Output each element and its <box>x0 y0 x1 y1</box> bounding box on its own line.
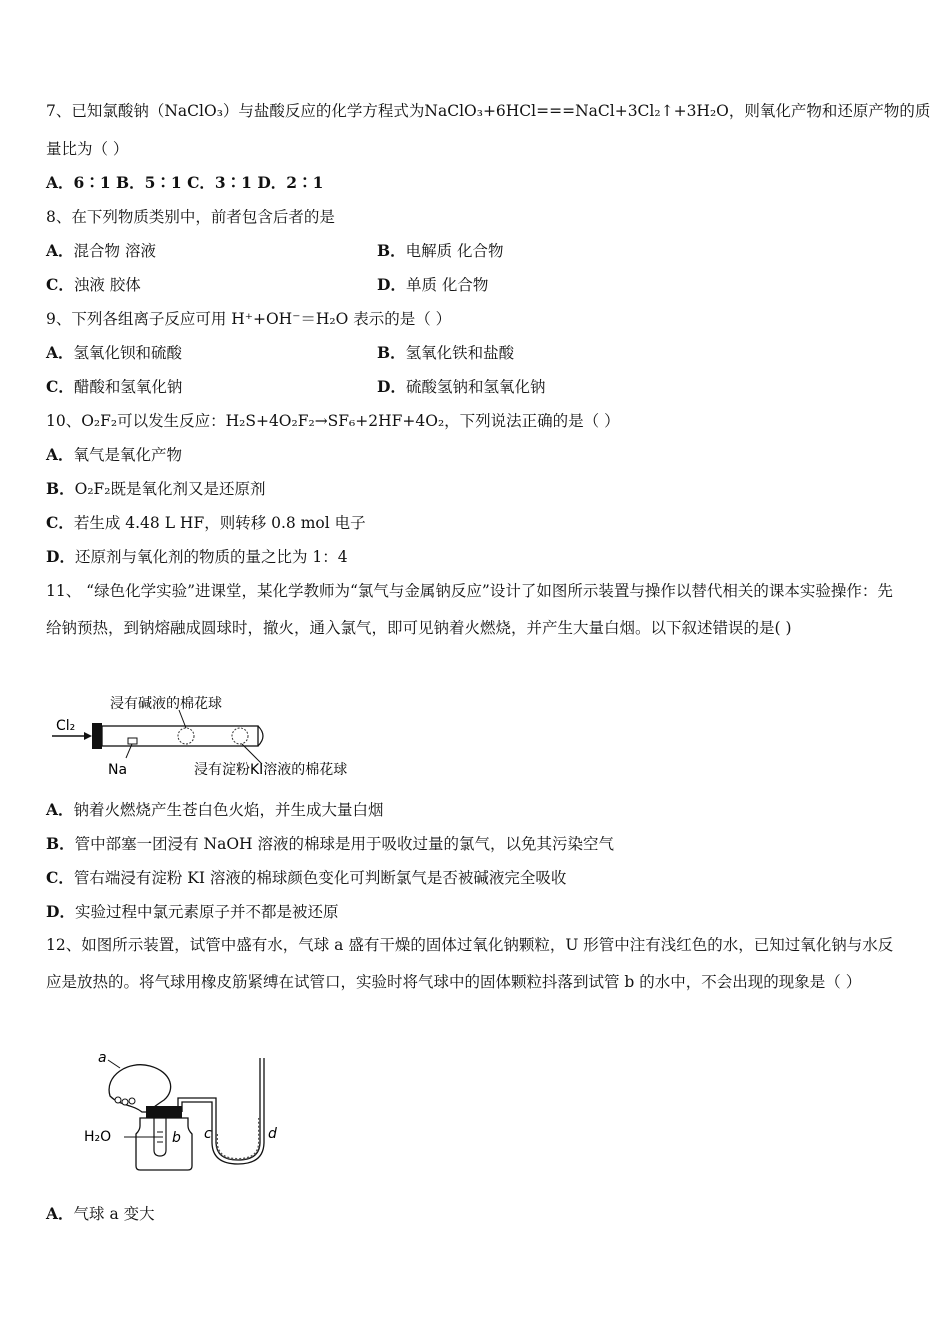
peroxide-granule <box>129 1098 135 1104</box>
q10-option-d: D．还原剂与氧化剂的物质的量之比为 1：4 <box>46 547 348 566</box>
q8-option-b: B．电解质 化合物 <box>377 241 504 260</box>
q7-line2: 量比为（ ） <box>46 140 129 158</box>
q12-label-h2o: H₂O <box>84 1129 112 1145</box>
ki-cotton-ball <box>232 728 248 744</box>
q8-option-a: A．混合物 溶液 <box>46 241 156 260</box>
glass-tube <box>102 726 258 746</box>
q11-apparatus-figure <box>46 688 386 784</box>
q9-option-c: C．醋酸和氢氧化钠 <box>46 377 183 396</box>
q10-option-b: B．O₂F₂既是氧化剂又是还原剂 <box>46 479 266 498</box>
balloon-pointer <box>108 1060 120 1068</box>
q12-label-d: d <box>268 1126 277 1142</box>
q10-option-c: C．若生成 4.48 L HF，则转移 0.8 mol 电子 <box>46 513 366 532</box>
q12-option-a: A．气球 a 变大 <box>46 1204 155 1223</box>
arrow-head-icon <box>84 732 92 740</box>
q12-label-a: a <box>98 1050 107 1066</box>
q12-stem: 12、如图所示装置，试管中盛有水，气球 a 盛有干燥的固体过氧化钠颗粒，U 形管中注有浅红色的水，已知过氧化钠与水反应是放热的。将气球用橡皮筋紧缚在试管口，实验时将气球中的固体颗粒抖落到试管 b 的水中，不会出现的现象是（ ） <box>46 936 894 991</box>
q9-stem: 9、下列各组离子反应可用 H⁺+OH⁻＝H₂O 表示的是（ ） <box>46 310 452 328</box>
q11-top-label: 浸有碱液的棉花球 <box>110 696 222 712</box>
alkali-cotton-ball <box>178 728 194 744</box>
q12-label-c: c <box>204 1126 212 1142</box>
bottom-pointer-line <box>242 744 262 764</box>
stopper <box>92 723 102 749</box>
q9-option-a: A．氢氧化钡和硫酸 <box>46 343 183 362</box>
q10-option-a: A．氧气是氧化产物 <box>46 445 183 464</box>
balloon-a <box>109 1065 171 1112</box>
q11-option-a: A．钠着火燃烧产生苍白色火焰，并生成大量白烟 <box>46 800 384 819</box>
u-tube-inner <box>182 1058 264 1164</box>
q9-option-b: B．氢氧化铁和盐酸 <box>377 343 515 362</box>
rubber-stopper <box>146 1106 182 1118</box>
q11-option-c: C．管右端浸有淀粉 KI 溶液的棉球颜色变化可判断氯气是否被碱液完全吸收 <box>46 868 567 887</box>
outer-bottle <box>136 1118 192 1170</box>
q7-options: A．6∶1 B．5∶1 C．3∶1 D．2∶1 <box>46 173 324 192</box>
top-pointer-line <box>179 710 186 728</box>
tube-end <box>258 726 263 746</box>
q8-option-c: C．浊液 胶体 <box>46 275 141 294</box>
q12-apparatus-figure <box>80 1046 290 1176</box>
q11-option-b: B．管中部塞一团浸有 NaOH 溶液的棉球是用于吸收过量的氯气，以免其污染空气 <box>46 834 614 853</box>
peroxide-granule <box>122 1099 128 1105</box>
q7-line1: 7、已知氯酸钠（NaClO₃）与盐酸反应的化学方程式为NaClO₃+6HCl===NaCl+3Cl₂↑+3H₂O，则氧化产物和还原产物的质 <box>46 102 931 120</box>
q12-label-b: b <box>172 1130 181 1146</box>
q11-cl2-label: Cl₂ <box>56 718 76 734</box>
q10-stem: 10、O₂F₂可以发生反应：H₂S+4O₂F₂→SF₆+2HF+4O₂，下列说法正确的是（ ） <box>46 412 620 430</box>
q11-stem: 11、 “绿色化学实验”进课堂，某化学教师为“氯气与金属钠反应”设计了如图所示装置与操作以替代相关的课本实验操作：先给钠预热，到钠熔融成圆球时，撤火，通入氯气，即可见钠着火燃烧，并产生大量白烟。以下叙述错误的是( ) <box>46 582 893 637</box>
peroxide-granule <box>115 1097 121 1103</box>
sodium-piece <box>128 738 137 744</box>
q11-na-label: Na <box>108 762 128 778</box>
u-tube-red-water <box>217 1118 259 1159</box>
q8-option-d: D．单质 化合物 <box>377 275 489 294</box>
q8-stem: 8、在下列物质类别中，前者包含后者的是 <box>46 208 335 226</box>
q11-bottom-label: 浸有淀粉KI溶液的棉花球 <box>194 762 348 778</box>
q9-option-d: D．硫酸氢钠和氢氧化钠 <box>377 377 546 396</box>
q11-option-d: D．实验过程中氯元素原子并不都是被还原 <box>46 902 339 921</box>
